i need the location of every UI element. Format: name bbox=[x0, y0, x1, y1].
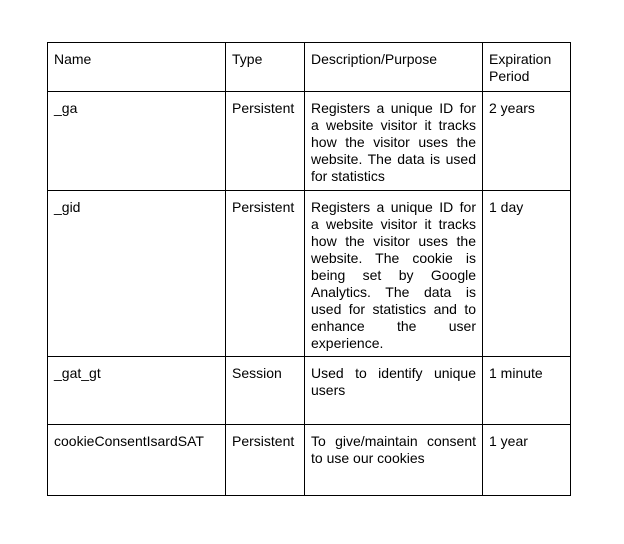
header-expiration: Expiration Period bbox=[483, 43, 571, 92]
cookie-expiration: 1 day bbox=[483, 191, 571, 357]
table-row bbox=[48, 357, 571, 425]
cookie-description: To give/maintain consent to use our cookies bbox=[305, 425, 483, 496]
cookie-type: Persistent bbox=[226, 92, 305, 191]
cookie-name: cookieConsentIsardSAT bbox=[48, 425, 226, 496]
header-type: Type bbox=[226, 43, 305, 92]
table-row bbox=[48, 191, 571, 357]
cookie-expiration: 1 minute bbox=[483, 357, 571, 425]
cookie-name: _gat_gt bbox=[48, 357, 226, 425]
header-name: Name bbox=[48, 43, 226, 92]
cookie-name: _gid bbox=[48, 191, 226, 357]
table-header-row bbox=[48, 43, 571, 92]
cookie-description: Used to identify unique users bbox=[305, 357, 483, 425]
cookie-name: _ga bbox=[48, 92, 226, 191]
cookie-description: Registers a unique ID for a website visitor it tracks how the visitor uses the website. The cookie is being set by Google Analytics. The data is used for statistics and to enhance the user experience. bbox=[305, 191, 483, 357]
cookie-type: Persistent bbox=[226, 191, 305, 357]
cookie-type: Session bbox=[226, 357, 305, 425]
cookie-expiration: 1 year bbox=[483, 425, 571, 496]
cookie-description: Registers a unique ID for a website visitor it tracks how the visitor uses the website. The data is used for statistics bbox=[305, 92, 483, 191]
table-row bbox=[48, 92, 571, 191]
header-description: Description/Purpose bbox=[305, 43, 483, 92]
cookie-table bbox=[47, 42, 571, 496]
cookie-type: Persistent bbox=[226, 425, 305, 496]
table-row bbox=[48, 425, 571, 496]
cookie-expiration: 2 years bbox=[483, 92, 571, 191]
